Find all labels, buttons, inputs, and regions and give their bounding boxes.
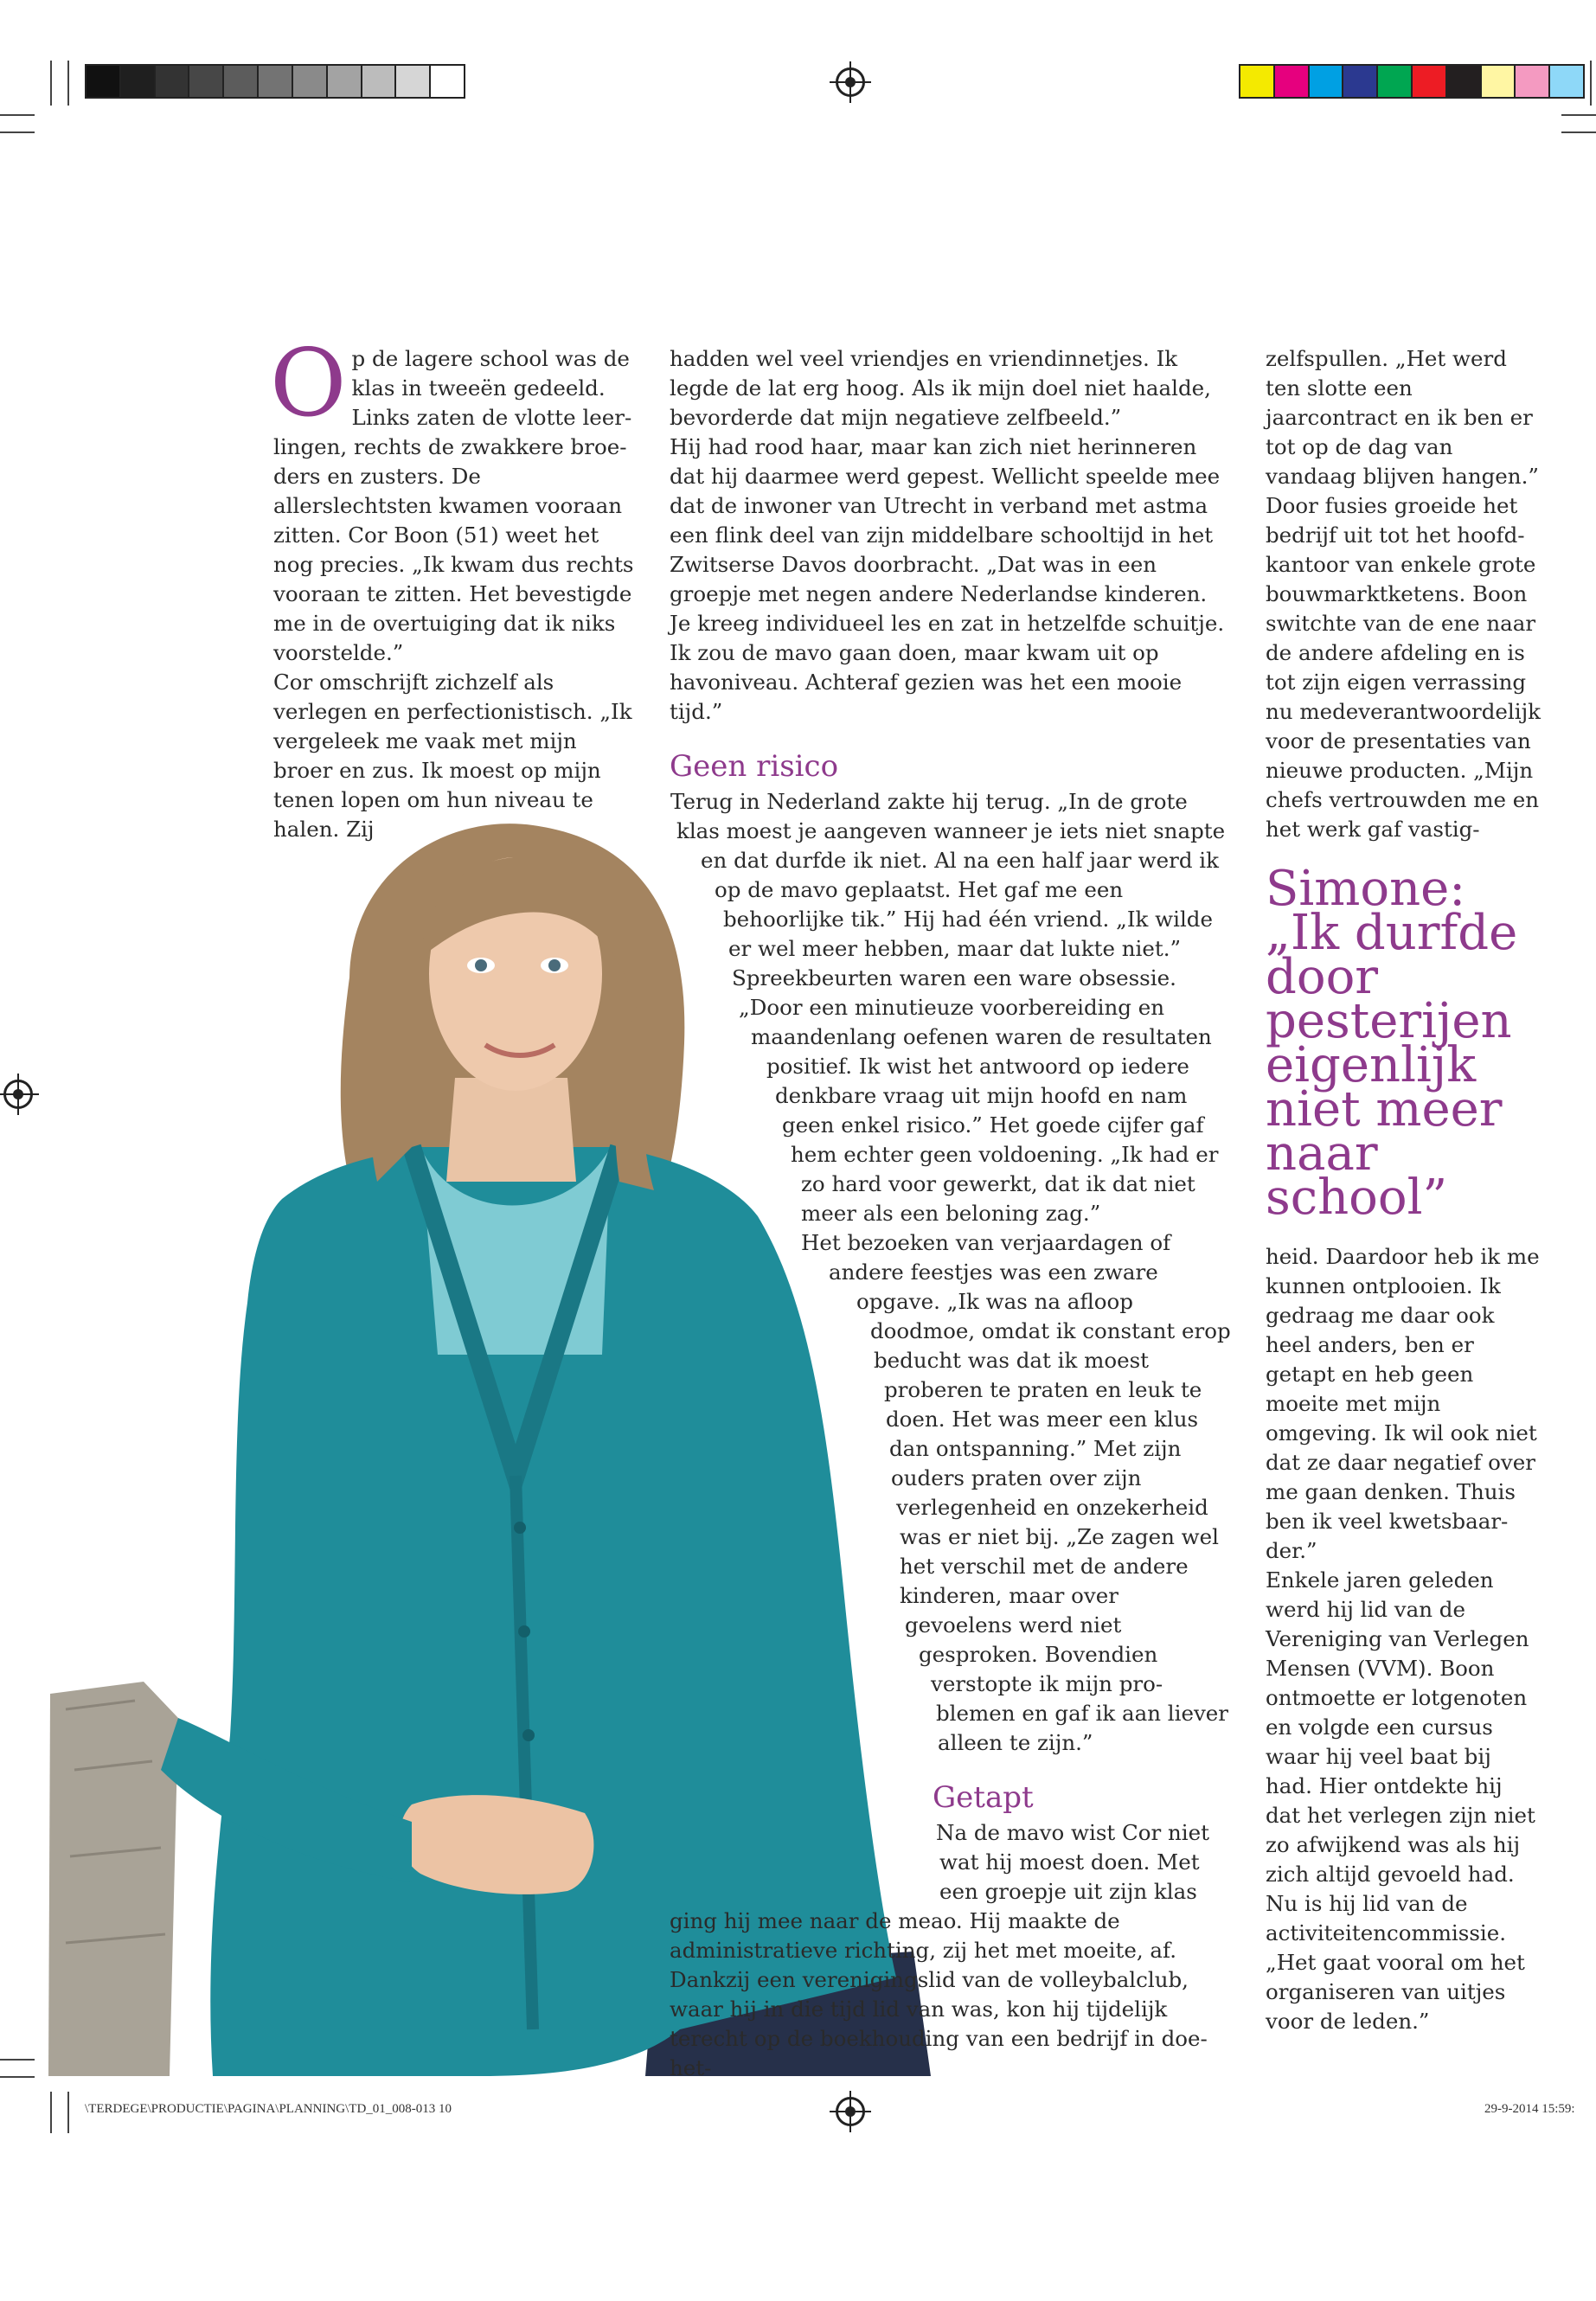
color-swatch bbox=[1413, 66, 1447, 97]
photo-wrap-spacer bbox=[670, 1052, 766, 1081]
paragraph: Na de mavo wist Cor niet wat hij moest doen. Met een groepje uit zijn klas ging hij mee naar de meao. Hij maakte de administratieve richting, zij het met moeite, af. Dankzij een verenigingslid van de volleybalclub, waar hij in die tijd lid van was, kon hij tijdelijk terecht op de boekhouding van een bedrijf in doe-het- bbox=[670, 1820, 1209, 2080]
photo-wrap-spacer bbox=[670, 1522, 900, 1618]
photo-wrap-spacer bbox=[670, 934, 728, 964]
photo-wrap-spacer bbox=[670, 1405, 886, 1434]
grey-swatch bbox=[362, 66, 397, 97]
photo-wrap-spacer bbox=[670, 1434, 889, 1464]
color-swatch bbox=[1516, 66, 1550, 97]
greyscale-color-bar bbox=[85, 64, 465, 99]
print-timestamp: 29-9-2014 15:59: bbox=[1484, 2102, 1575, 2116]
paragraph: heid. Daardoor heb ik me kunnen ontplooien. Ik gedraag me daar ook heel anders, ben er getapt en heb geen moeite met mijn omgeving. Ik wil ook niet dat ze daar negatief over me gaan denken. Thuis ben ik veel kwetsbaarder.” bbox=[1266, 1244, 1540, 1563]
article-column-3 bbox=[1266, 344, 1542, 2036]
photo-wrap-spacer bbox=[670, 1647, 919, 1676]
crop-mark bbox=[1561, 131, 1596, 133]
photo-wrap-spacer bbox=[670, 875, 715, 905]
paragraph: Het bezoeken van verjaardagen of andere feestjes was een zware opgave. „Ik was na afloop doodmoe, omdat ik constant erop beducht was dat ik moest proberen te praten en leuk te doen. Het was meer een klus dan ontspanning.” Met zijn ouders praten over zijn verlegenheid en onzekerheid was er niet bij. „Ze zagen wel het verschil met de andere kinderen, maar over gevoelens werd niet gesproken. Bovendien verstopte ik mijn problemen en gaf ik aan liever alleen te zijn.” bbox=[801, 1230, 1231, 1755]
paragraph: Door fusies groeide het bedrijf uit tot het hoofdkantoor van enkele grote bouwmarktketens. Boon switchte van de ene naar de andere afdeling en is tot zijn eigen verrassing nu medeverantwoordelijk voor de presentaties van nieuwe producten. „Mijn chefs vertrouwden me en het werk gaf vastig- bbox=[1266, 493, 1542, 842]
photo-wrap-spacer bbox=[670, 1317, 870, 1346]
grey-swatch bbox=[293, 66, 328, 97]
photo-wrap-spacer bbox=[670, 1823, 936, 1853]
photo-wrap-spacer bbox=[670, 1765, 933, 1794]
crop-mark bbox=[1590, 61, 1592, 106]
paragraph: p de lagere school was de klas in tweeën gedeeld. Links zaten de vlotte leerlingen, rechts de zwakkere broeders en zusters. De allerslechtsten kwamen vooraan zitten. Cor Boon (51) weet het nog precies. „Ik kwam dus rechts vooraan te zitten. Het bevestigde me in de overtuiging dat ik niks voorstelde.” bbox=[273, 346, 634, 665]
color-swatch bbox=[1343, 66, 1378, 97]
photo-wrap-spacer bbox=[670, 964, 732, 993]
crop-mark bbox=[1561, 114, 1596, 116]
subheading-getapt: Getapt bbox=[933, 1780, 1034, 1815]
process-color-bar bbox=[1239, 64, 1585, 99]
photo-wrap-spacer bbox=[670, 1618, 905, 1647]
crop-mark bbox=[50, 61, 52, 106]
photo-wrap-spacer bbox=[670, 1346, 874, 1375]
photo-wrap-spacer bbox=[670, 1493, 896, 1522]
photo-wrap-spacer bbox=[670, 846, 701, 875]
crop-mark bbox=[67, 2092, 69, 2133]
paragraph: Spreekbeurten waren een ware obsessie. „Door een minutieuze voorbereiding en maandenlang oefenen waren de resultaten positief. Ik wist het antwoord op iedere denkbare vraag uit mijn hoofd en nam geen enkel risico.” Het goede cijfer gaf hem echter geen voldoening. „Ik had er zo hard voor gewerkt, dat ik dat niet meer als een beloning zag.” bbox=[732, 965, 1219, 1226]
print-slug: \TERDEGE\PRODUCTIE\PAGINA\PLANNING\TD_01_008-013 10 bbox=[85, 2102, 452, 2116]
photo-wrap-spacer bbox=[670, 1706, 936, 1735]
paragraph: Cor omschrijft zichzelf als verlegen en perfectionistisch. „Ik vergeleek me vaak met mijn broer en zus. Ik moest op mijn tenen lopen om hun niveau te halen. Zij bbox=[273, 670, 632, 842]
color-swatch bbox=[1447, 66, 1482, 97]
grey-swatch bbox=[189, 66, 224, 97]
crop-mark bbox=[0, 2059, 35, 2061]
color-swatch bbox=[1550, 66, 1583, 97]
photo-wrap-spacer bbox=[670, 1287, 856, 1317]
grey-swatch bbox=[156, 66, 190, 97]
photo-wrap-spacer bbox=[670, 1140, 791, 1170]
photo-wrap-spacer bbox=[670, 1228, 801, 1258]
grey-swatch bbox=[396, 66, 431, 97]
registration-mark-icon bbox=[3, 1080, 33, 1109]
article-column-2 bbox=[670, 344, 1232, 2083]
crop-mark bbox=[0, 114, 35, 116]
paragraph: Terug in Nederland zakte hij terug. „In de grote klas moest je aangeven wanneer je iets niet snapte en dat durfde ik niet. Al na een half jaar werd ik op de mavo geplaatst. Het gaf me een behoorlijke tik.” Hij had één vriend. „Ik wilde er wel meer hebben, maar dat lukte niet.” bbox=[670, 789, 1226, 961]
photo-wrap-spacer bbox=[670, 1081, 775, 1111]
paragraph: Enkele jaren geleden werd hij lid van de Vereniging van Verlegen Mensen (VVM). Boon ontmoette er lotgenoten en volgde een cursus waar hij veel baat bij had. Hier ontdekte hij dat het verlegen zijn niet zo afwijkend was als hij zich altijd gevoeld had. Nu is hij lid van de activiteitencommissie. „Het gaat vooral om het organiseren van uitjes voor de leden.” bbox=[1266, 1567, 1535, 2034]
registration-mark-icon bbox=[836, 67, 865, 97]
crop-mark bbox=[67, 61, 69, 106]
grey-swatch bbox=[431, 66, 464, 97]
color-swatch bbox=[1378, 66, 1413, 97]
photo-wrap-spacer bbox=[670, 817, 676, 846]
photo-wrap-spacer bbox=[670, 1111, 782, 1140]
grey-swatch bbox=[87, 66, 121, 97]
pull-quote: Simone: „Ik durfde door pesterijen eigenlijk niet meer naar school” bbox=[1266, 861, 1518, 1226]
registration-mark-icon bbox=[836, 2097, 865, 2126]
paragraph: hadden wel veel vriendjes en vriendinnetjes. Ik legde de lat erg hoog. Als ik mijn doel niet haalde, bevorderde dat mijn negatieve zelfbeeld.” bbox=[670, 346, 1211, 430]
photo-wrap-spacer bbox=[670, 905, 723, 934]
color-swatch bbox=[1310, 66, 1344, 97]
photo-wrap-spacer bbox=[670, 1464, 891, 1493]
color-swatch bbox=[1275, 66, 1310, 97]
photo-wrap-spacer bbox=[670, 1258, 829, 1287]
photo-wrap-spacer bbox=[670, 1199, 770, 1228]
color-swatch bbox=[1482, 66, 1516, 97]
paragraph: Hij had rood haar, maar kan zich niet herinneren dat hij daarmee werd gepest. Wellicht speelde mee dat de inwoner van Utrecht in verband met astma een flink deel van zijn middelbare schooltijd in het Zwitserse Davos doorbracht. „Dat was in een groepje met negen andere Nederlandse kinderen. Je kreeg individueel les en zat in hetzelfde schuitje. Ik zou de mavo gaan doen, maar kwam uit op havoniveau. Achteraf gezien was het een mooie tijd.” bbox=[670, 434, 1225, 724]
grey-swatch bbox=[121, 66, 156, 97]
subheading-geen-risico: Geen risico bbox=[670, 749, 839, 784]
article-column-1 bbox=[270, 330, 637, 844]
color-swatch bbox=[1240, 66, 1275, 97]
photo-wrap-spacer bbox=[670, 1794, 929, 1823]
grey-swatch bbox=[328, 66, 362, 97]
photo-wrap-spacer bbox=[670, 1735, 938, 1765]
crop-mark bbox=[50, 2092, 52, 2133]
paragraph: zelfspullen. „Het werd ten slotte een jaarcontract en ik ben er tot op de dag van vandaag blijven hangen.” bbox=[1266, 346, 1539, 489]
photo-wrap-spacer bbox=[670, 1170, 780, 1199]
drop-cap: O bbox=[270, 330, 347, 438]
photo-wrap-spacer bbox=[670, 1022, 751, 1052]
grey-swatch bbox=[224, 66, 259, 97]
grey-swatch bbox=[259, 66, 293, 97]
crop-mark bbox=[0, 131, 35, 133]
photo-wrap-spacer bbox=[670, 1375, 884, 1405]
crop-mark bbox=[0, 2076, 35, 2078]
photo-wrap-spacer bbox=[670, 1676, 931, 1706]
photo-wrap-spacer bbox=[670, 993, 739, 1022]
photo-wrap-spacer bbox=[670, 1853, 939, 1882]
